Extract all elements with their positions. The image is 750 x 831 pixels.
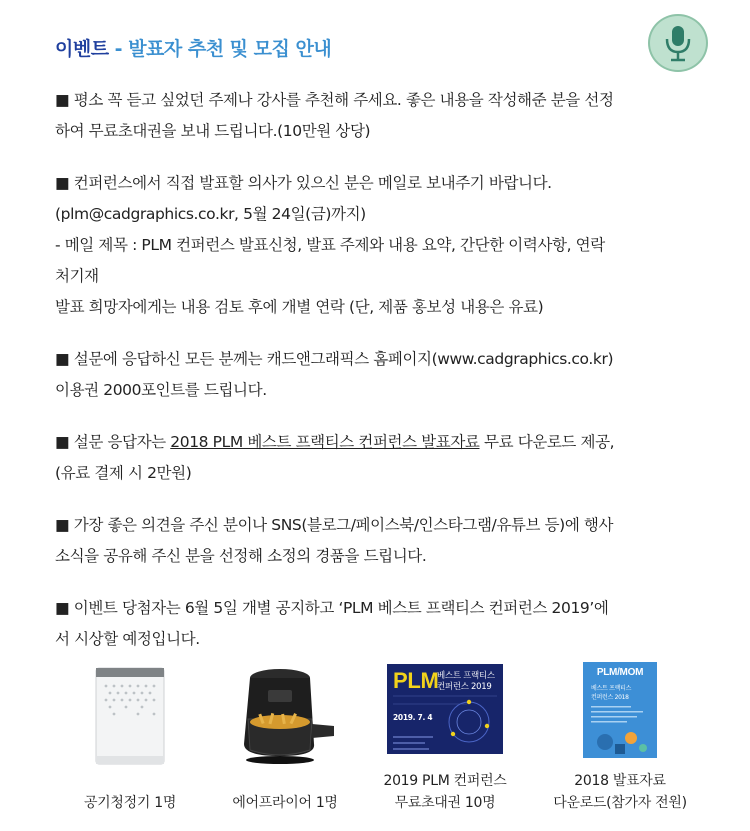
book-line-2: 컨퍼런스 2018 [591, 694, 629, 701]
prize-caption: 2019 PLM 컨퍼런스 [383, 773, 507, 789]
announcement-body [55, 85, 705, 676]
text-line: 발표 희망자에게는 내용 검토 후에 개별 연락 (단, 제품 홍보성 내용은 유료) [55, 298, 544, 316]
text-line [55, 427, 705, 458]
paragraph-sns [55, 510, 705, 572]
text-line: 서 시상할 예정입니다. [55, 630, 200, 648]
prize-caption: 무료초대권 10명 [394, 795, 496, 811]
prize-presentation-download [540, 650, 700, 831]
air-fryer-icon [230, 664, 340, 774]
text-line: - 메일 제목 : PLM 컨퍼런스 발표신청, 발표 주제와 내용 요약, 간단한 이력사항, 연락 [55, 236, 605, 254]
page-title [55, 34, 331, 61]
prize-caption: 공기청정기 1명 [83, 795, 177, 811]
paragraph-survey-download [55, 427, 705, 489]
title-separator: - [108, 38, 129, 60]
paragraph-winners [55, 593, 705, 655]
conference-book-icon [583, 662, 657, 758]
text-segment: 무료 다운로드 제공, [479, 433, 615, 451]
prize-air-purifier [60, 650, 200, 831]
text-line: ■ 가장 좋은 의견을 주신 분이나 SNS(블로그/페이스북/인스타그램/유튜브 등)에 행사 [55, 516, 614, 534]
prize-list [0, 650, 750, 831]
poster-date: 2019. 7. 4 [393, 713, 433, 722]
air-purifier-icon [92, 666, 168, 766]
presentation-materials-link[interactable]: 2018 PLM 베스트 프랙티스 컨퍼런스 발표자료 [170, 433, 480, 451]
prize-caption: 다운로드(참가자 전원) [553, 795, 687, 811]
prize-conference-ticket [370, 650, 520, 831]
text-line: 하여 무료초대권을 보내 드립니다.(10만원 상당) [55, 122, 371, 140]
title-main: 이벤트 [55, 38, 109, 60]
title-sub: 발표자 추천 및 모집 안내 [128, 38, 332, 60]
text-line: (plm@cadgraphics.co.kr, 5월 24일(금)까지) [55, 205, 366, 223]
text-line: ■ 이벤트 당첨자는 6월 5일 개별 공지하고 ‘PLM 베스트 프랙티스 컨퍼런스 2019’에 [55, 599, 609, 617]
prize-caption: 2018 발표자료 [574, 773, 666, 789]
paragraph-speaker-application [55, 168, 705, 323]
text-line: 이용권 2000포인트를 드립니다. [55, 381, 267, 399]
text-line: ■ 평소 꼭 듣고 싶었던 주제나 강사를 추천해 주세요. 좋은 내용을 작성해준 분을 선정 [55, 91, 614, 109]
poster-plm-text: PLM [393, 668, 439, 693]
text-line: ■ 컨퍼런스에서 직접 발표할 의사가 있으신 분은 메일로 보내주기 바랍니다. [55, 174, 552, 192]
prize-caption: 에어프라이어 1명 [232, 795, 338, 811]
paragraph-recommend [55, 85, 705, 147]
poster-line-2: 컨퍼런스 2019 [437, 682, 492, 692]
prize-air-fryer [210, 650, 360, 831]
text-segment: ■ 설문 응답자는 [55, 433, 171, 451]
poster-line-1: 베스트 프랙티스 [437, 671, 495, 681]
book-line-1: 베스트 프랙티스 [591, 685, 632, 692]
book-title: PLM/MOM [596, 667, 644, 678]
conference-poster-icon [387, 664, 503, 754]
paragraph-survey-points [55, 344, 705, 406]
text-line: 처기재 [55, 267, 99, 285]
text-line: ■ 설문에 응답하신 모든 분께는 캐드앤그래픽스 홈페이지(www.cadgraphics.co.kr) [55, 350, 614, 368]
text-line: (유료 결제 시 2만원) [55, 464, 192, 482]
text-line: 소식을 공유해 주신 분을 선정해 소정의 경품을 드립니다. [55, 547, 427, 565]
microphone-icon [648, 14, 708, 72]
